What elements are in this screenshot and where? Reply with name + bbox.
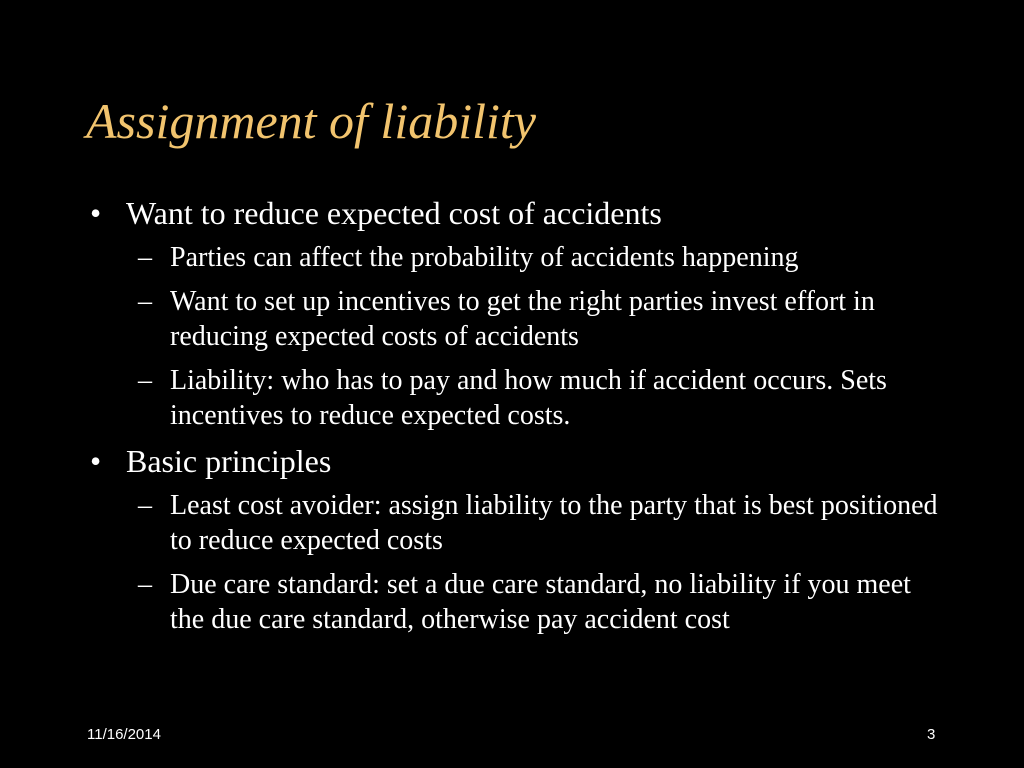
dash-icon: – [138, 286, 152, 317]
slide-title: Assignment of liability [86, 93, 536, 149]
dash-icon: – [138, 365, 152, 396]
page-number: 3 [927, 726, 936, 743]
bullet-icon: • [90, 195, 102, 231]
bullet-text: Want to reduce expected cost of accidents [126, 195, 662, 231]
sub-bullet-text: Least cost avoider: assign liability to the party that is best positioned to reduce expected costs [170, 490, 938, 556]
sub-bullet-text: Due care standard: set a due care standard, no liability if you meet the due care standard, otherwise pay accident cost [170, 569, 911, 635]
sub-bullet-item [86, 284, 940, 354]
sub-bullet-text: Want to set up incentives to get the right parties invest effort in reducing expected costs of accidents [170, 286, 875, 352]
sub-bullet-item [86, 363, 940, 433]
bullet-icon: • [90, 443, 102, 479]
dash-icon: – [138, 242, 152, 273]
sub-bullet-text: Liability: who has to pay and how much if accident occurs. Sets incentives to reduce expected costs. [170, 365, 887, 431]
sub-bullet-item [86, 488, 940, 558]
dash-icon: – [138, 490, 152, 521]
slide-body [86, 194, 956, 646]
bullet-text: Basic principles [126, 443, 332, 479]
sub-bullet-item [86, 240, 940, 275]
sub-bullet-text: Parties can affect the probability of accidents happening [170, 242, 799, 273]
dash-icon: – [138, 569, 152, 600]
bullet-item [86, 442, 956, 480]
footer-date: 11/16/2014 [87, 726, 161, 743]
bullet-item [86, 194, 956, 232]
sub-bullet-item [86, 567, 940, 637]
